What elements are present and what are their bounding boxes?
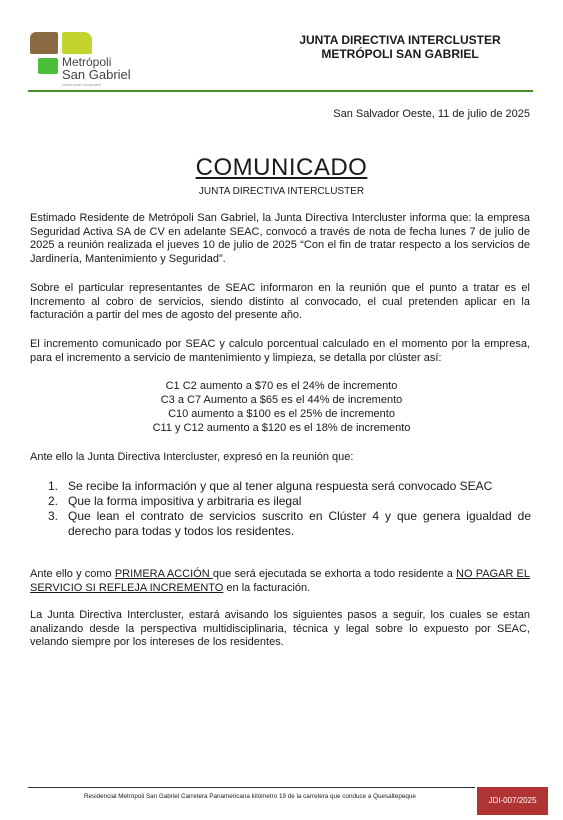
footer-address: Residencial Metrópoli San Gabriel Carretera Panamericana kilómetro 19 de la carretera que conduce a Quesaltepeque <box>84 793 416 800</box>
list-item <box>48 479 531 494</box>
logo-text-line1: Metrópoli <box>62 55 112 69</box>
first-action-label: PRIMERA ACCIÓN <box>114 568 213 580</box>
response-list <box>48 479 531 539</box>
document-code-badge: JDI-007/2025 <box>477 787 548 815</box>
header-divider <box>28 90 533 92</box>
list-text: Se recibe la información y que al tener alguna respuesta será convocado SEAC <box>68 479 493 493</box>
list-text: Que lean el contrato de servicios suscrito en Clúster 4 y que genera igualdad de derecho para todas y todos los residentes. <box>68 509 531 538</box>
no-pay-directive: NO PAGAR EL SERVICIO SI REFLEJA INCREMENTO <box>30 568 531 594</box>
increment-list <box>0 379 563 435</box>
increment-item: C10 aumento a $100 es el 25% de incremento <box>168 408 395 420</box>
footer-divider <box>28 787 475 788</box>
header-title-line2: METRÓPOLI SAN GABRIEL <box>321 47 479 61</box>
paragraph-increment: El incremento comunicado por SEAC y calculo porcentual calculado en el momento por la empresa, para el incremento a servicio de mantenimiento y limpieza, se detalla por clúster así: <box>30 338 530 364</box>
paragraph-response-intro: Ante ello la Junta Directiva Intercluster, expresó en la reunión que: <box>30 451 354 463</box>
increment-item: C1 C2 aumento a $70 es el 24% de incremento <box>165 380 398 392</box>
paragraph-first-action <box>30 568 530 595</box>
paragraph-closing: La Junta Directiva Intercluster, estará avisando los siguientes pasos a seguir, los cuales se estan analizando desde la perspectiva multidisciplinaria, técnica y legal sobre lo expuesto por SEAC, velando siempre por los intereses de los residentes. <box>30 609 530 648</box>
logo-lime-block <box>62 32 92 54</box>
increment-item: C11 y C12 aumento a $120 es el 18% de incremento <box>152 422 411 434</box>
paragraph-meeting: Sobre el particular representantes de SEAC informaron en la reunión que el punto a tratar es el Incremento al cobro de servicios, siendo distinto al convocado, el cual pretenden aplicar en la facturación a partir del mes de agosto del presente año. <box>30 282 530 321</box>
first-action-text: que será ejecutada se exhorta a todo residente a <box>212 568 457 580</box>
document-title: COMUNICADO <box>195 154 368 181</box>
first-action-text: Ante ello y como <box>30 568 115 580</box>
first-action-text: en la facturación. <box>223 581 311 594</box>
logo-text-line2: San Gabriel <box>62 67 131 82</box>
list-number: 1. <box>48 479 59 493</box>
document-subtitle: JUNTA DIRECTIVA INTERCLUSTER <box>198 186 365 197</box>
increment-item: C3 a C7 Aumento a $65 es el 44% de incremento <box>160 394 403 406</box>
header-title-line1: JUNTA DIRECTIVA INTERCLUSTER <box>299 33 501 47</box>
list-item <box>48 494 531 509</box>
logo-green-block <box>38 58 58 74</box>
list-item <box>48 509 531 539</box>
list-number: 3. <box>48 509 59 523</box>
list-number: 2. <box>48 494 59 508</box>
metropoli-logo <box>30 30 130 86</box>
document-date: San Salvador Oeste, 11 de julio de 2025 <box>333 108 530 120</box>
list-text: Que la forma impositiva y arbitraria es ilegal <box>68 494 302 508</box>
logo-tagline: residencial campestre <box>62 82 101 87</box>
logo-brown-block <box>30 32 58 54</box>
paragraph-intro: Estimado Residente de Metrópoli San Gabriel, la Junta Directiva Intercluster informa que: la empresa Seguridad Activa SA de CV en adelante SEAC, convocó a través de nota de fecha lunes 7 de julio de 2025 a reunión realizada el jueves 10 de julio de 2025 “Con el fin de tratar respecto a los servicios de Jardinería, Mantenimiento y Seguridad”. <box>30 212 530 265</box>
